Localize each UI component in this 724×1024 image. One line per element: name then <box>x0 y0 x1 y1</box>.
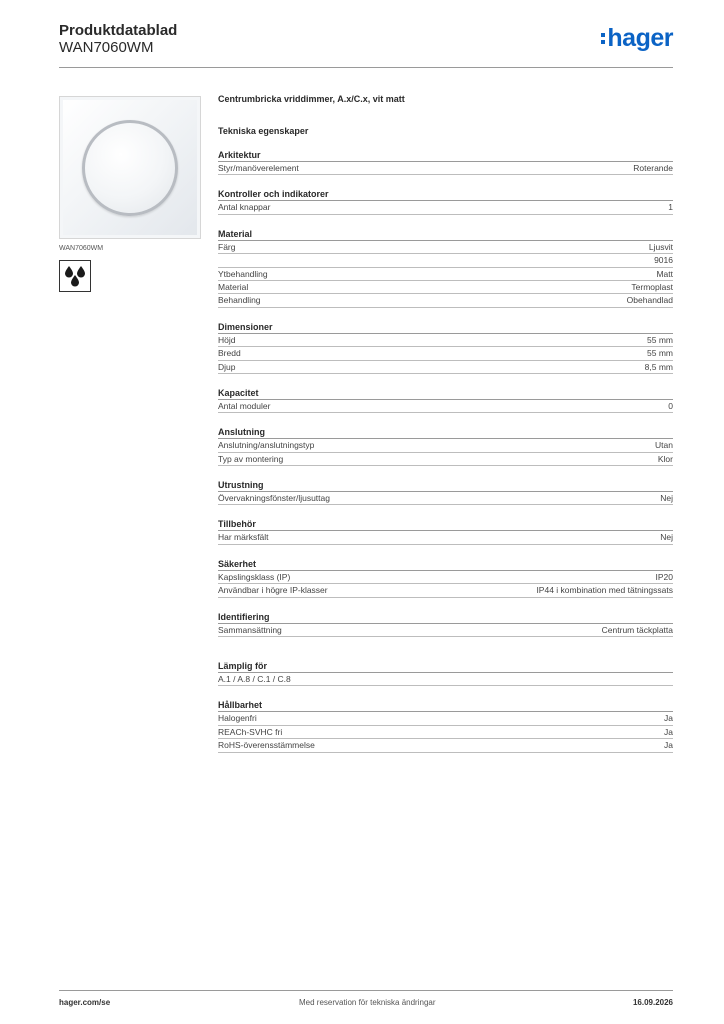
spec-value: Termoplast <box>631 281 673 292</box>
spec-section <box>218 659 673 686</box>
section-heading: Arkitektur <box>218 148 673 162</box>
spec-label: Djup <box>218 361 236 372</box>
spec-row <box>218 624 673 637</box>
spec-label: Bredd <box>218 348 241 359</box>
spec-row <box>218 584 673 597</box>
section-heading: Anslutning <box>218 425 673 439</box>
spec-label: Typ av montering <box>218 453 284 464</box>
spec-row <box>218 571 673 584</box>
spec-value: Centrum täckplatta <box>601 624 673 635</box>
spec-label: Ytbehandling <box>218 268 268 279</box>
dimmer-knob-graphic <box>82 120 178 216</box>
spec-value: Nej <box>660 493 673 504</box>
spec-section <box>218 386 673 413</box>
spec-value: Utan <box>655 440 673 451</box>
tech-title: Tekniska egenskaper <box>218 126 309 136</box>
spec-row <box>218 400 673 413</box>
spec-row <box>218 673 673 686</box>
spec-label: Sammansättning <box>218 624 282 635</box>
spec-row <box>218 361 673 374</box>
spec-label: Anslutning/anslutningstyp <box>218 440 315 451</box>
spec-value: Klor <box>657 453 673 464</box>
spec-value: Ja <box>664 726 673 737</box>
spec-value: Ljusvit <box>648 241 673 252</box>
spec-section <box>218 478 673 505</box>
spec-value: 55 mm <box>647 334 673 345</box>
spec-row <box>218 726 673 739</box>
spec-section <box>218 148 673 175</box>
spec-label: Övervakningsfönster/ljusuttag <box>218 493 330 504</box>
section-heading: Tillbehör <box>218 517 673 531</box>
spec-row <box>218 268 673 281</box>
section-heading: Hållbarhet <box>218 698 673 712</box>
footer-disclaimer: Med reservation för tekniska ändringar <box>299 998 436 1007</box>
spec-value: IP44 i kombination med tätningssats <box>536 585 673 596</box>
spec-row <box>218 201 673 214</box>
spec-value: Obehandlad <box>626 295 673 306</box>
spec-value: 9016 <box>654 255 673 266</box>
spec-label: Halogenfri <box>218 713 257 724</box>
spec-row <box>218 241 673 254</box>
spec-sections <box>218 148 673 753</box>
footer-date: 16.09.2026 <box>632 998 673 1007</box>
spec-label: Färg <box>218 241 236 252</box>
image-caption: WAN7060WM <box>59 245 104 252</box>
spec-section <box>218 610 673 637</box>
spec-section <box>218 187 673 214</box>
spec-label: Antal moduler <box>218 400 271 411</box>
section-heading: Dimensioner <box>218 320 673 334</box>
spec-row <box>218 439 673 452</box>
specs-content <box>218 94 673 753</box>
spec-value: 0 <box>668 400 673 411</box>
spec-label: Styr/manöverelement <box>218 163 299 173</box>
spec-value: Ja <box>664 713 673 724</box>
spec-section <box>218 698 673 752</box>
spec-value: IP20 <box>655 571 673 582</box>
product-image <box>59 96 201 239</box>
product-image-column <box>59 96 201 292</box>
spec-section <box>218 320 673 374</box>
spec-section <box>218 517 673 544</box>
section-heading: Kontroller och indikatorer <box>218 187 673 201</box>
spec-row <box>218 294 673 307</box>
product-description: Centrumbricka vriddimmer, A.x/C.x, vit matt <box>218 94 405 104</box>
spec-label: Har märksfält <box>218 532 269 543</box>
spec-section <box>218 425 673 466</box>
section-heading: Identifiering <box>218 610 673 624</box>
spec-label: Antal knappar <box>218 202 271 213</box>
section-heading: Lämplig för <box>218 659 673 673</box>
spec-row <box>218 492 673 505</box>
spec-row <box>218 281 673 294</box>
spec-value: Roterande <box>633 163 673 173</box>
section-heading: Säkerhet <box>218 557 673 571</box>
spec-label: Användbar i högre IP-klasser <box>218 585 328 596</box>
section-heading: Material <box>218 227 673 241</box>
hager-logo <box>601 24 673 53</box>
spec-value: Ja <box>664 740 673 751</box>
spec-value: Nej <box>660 532 673 543</box>
header <box>59 22 673 68</box>
document-title: Produktdatablad <box>59 22 178 39</box>
spec-label: Höjd <box>218 334 236 345</box>
ip-rating-drops-icon <box>59 260 91 292</box>
spec-value: 55 mm <box>647 348 673 359</box>
spec-label: REACh-SVHC fri <box>218 726 283 737</box>
logo-dots-icon <box>601 33 605 44</box>
spec-row <box>218 347 673 360</box>
spec-value: Matt <box>656 268 673 279</box>
spec-section <box>218 227 673 308</box>
spec-label: Behandling <box>218 295 261 306</box>
spec-label: A.1 / A.8 / C.1 / C.8 <box>218 674 291 685</box>
spec-row <box>218 334 673 347</box>
section-heading: Kapacitet <box>218 386 673 400</box>
logo-text: hager <box>607 24 673 52</box>
spec-row <box>218 739 673 752</box>
spec-label: RoHS-överensstämmelse <box>218 740 315 751</box>
footer-divider <box>59 990 673 991</box>
spec-row <box>218 162 673 175</box>
spec-row <box>218 254 673 267</box>
spec-row <box>218 531 673 544</box>
spec-label: Material <box>218 281 249 292</box>
spec-row <box>218 712 673 725</box>
footer-website[interactable]: hager.com/se <box>59 998 111 1007</box>
spec-value: 1 <box>668 202 673 213</box>
spec-value: 8,5 mm <box>644 361 673 372</box>
spec-row <box>218 453 673 466</box>
spec-label: Kapslingsklass (IP) <box>218 571 291 582</box>
section-heading: Utrustning <box>218 478 673 492</box>
header-divider <box>59 67 673 68</box>
product-code: WAN7060WM <box>59 39 154 56</box>
spec-section <box>218 557 673 598</box>
